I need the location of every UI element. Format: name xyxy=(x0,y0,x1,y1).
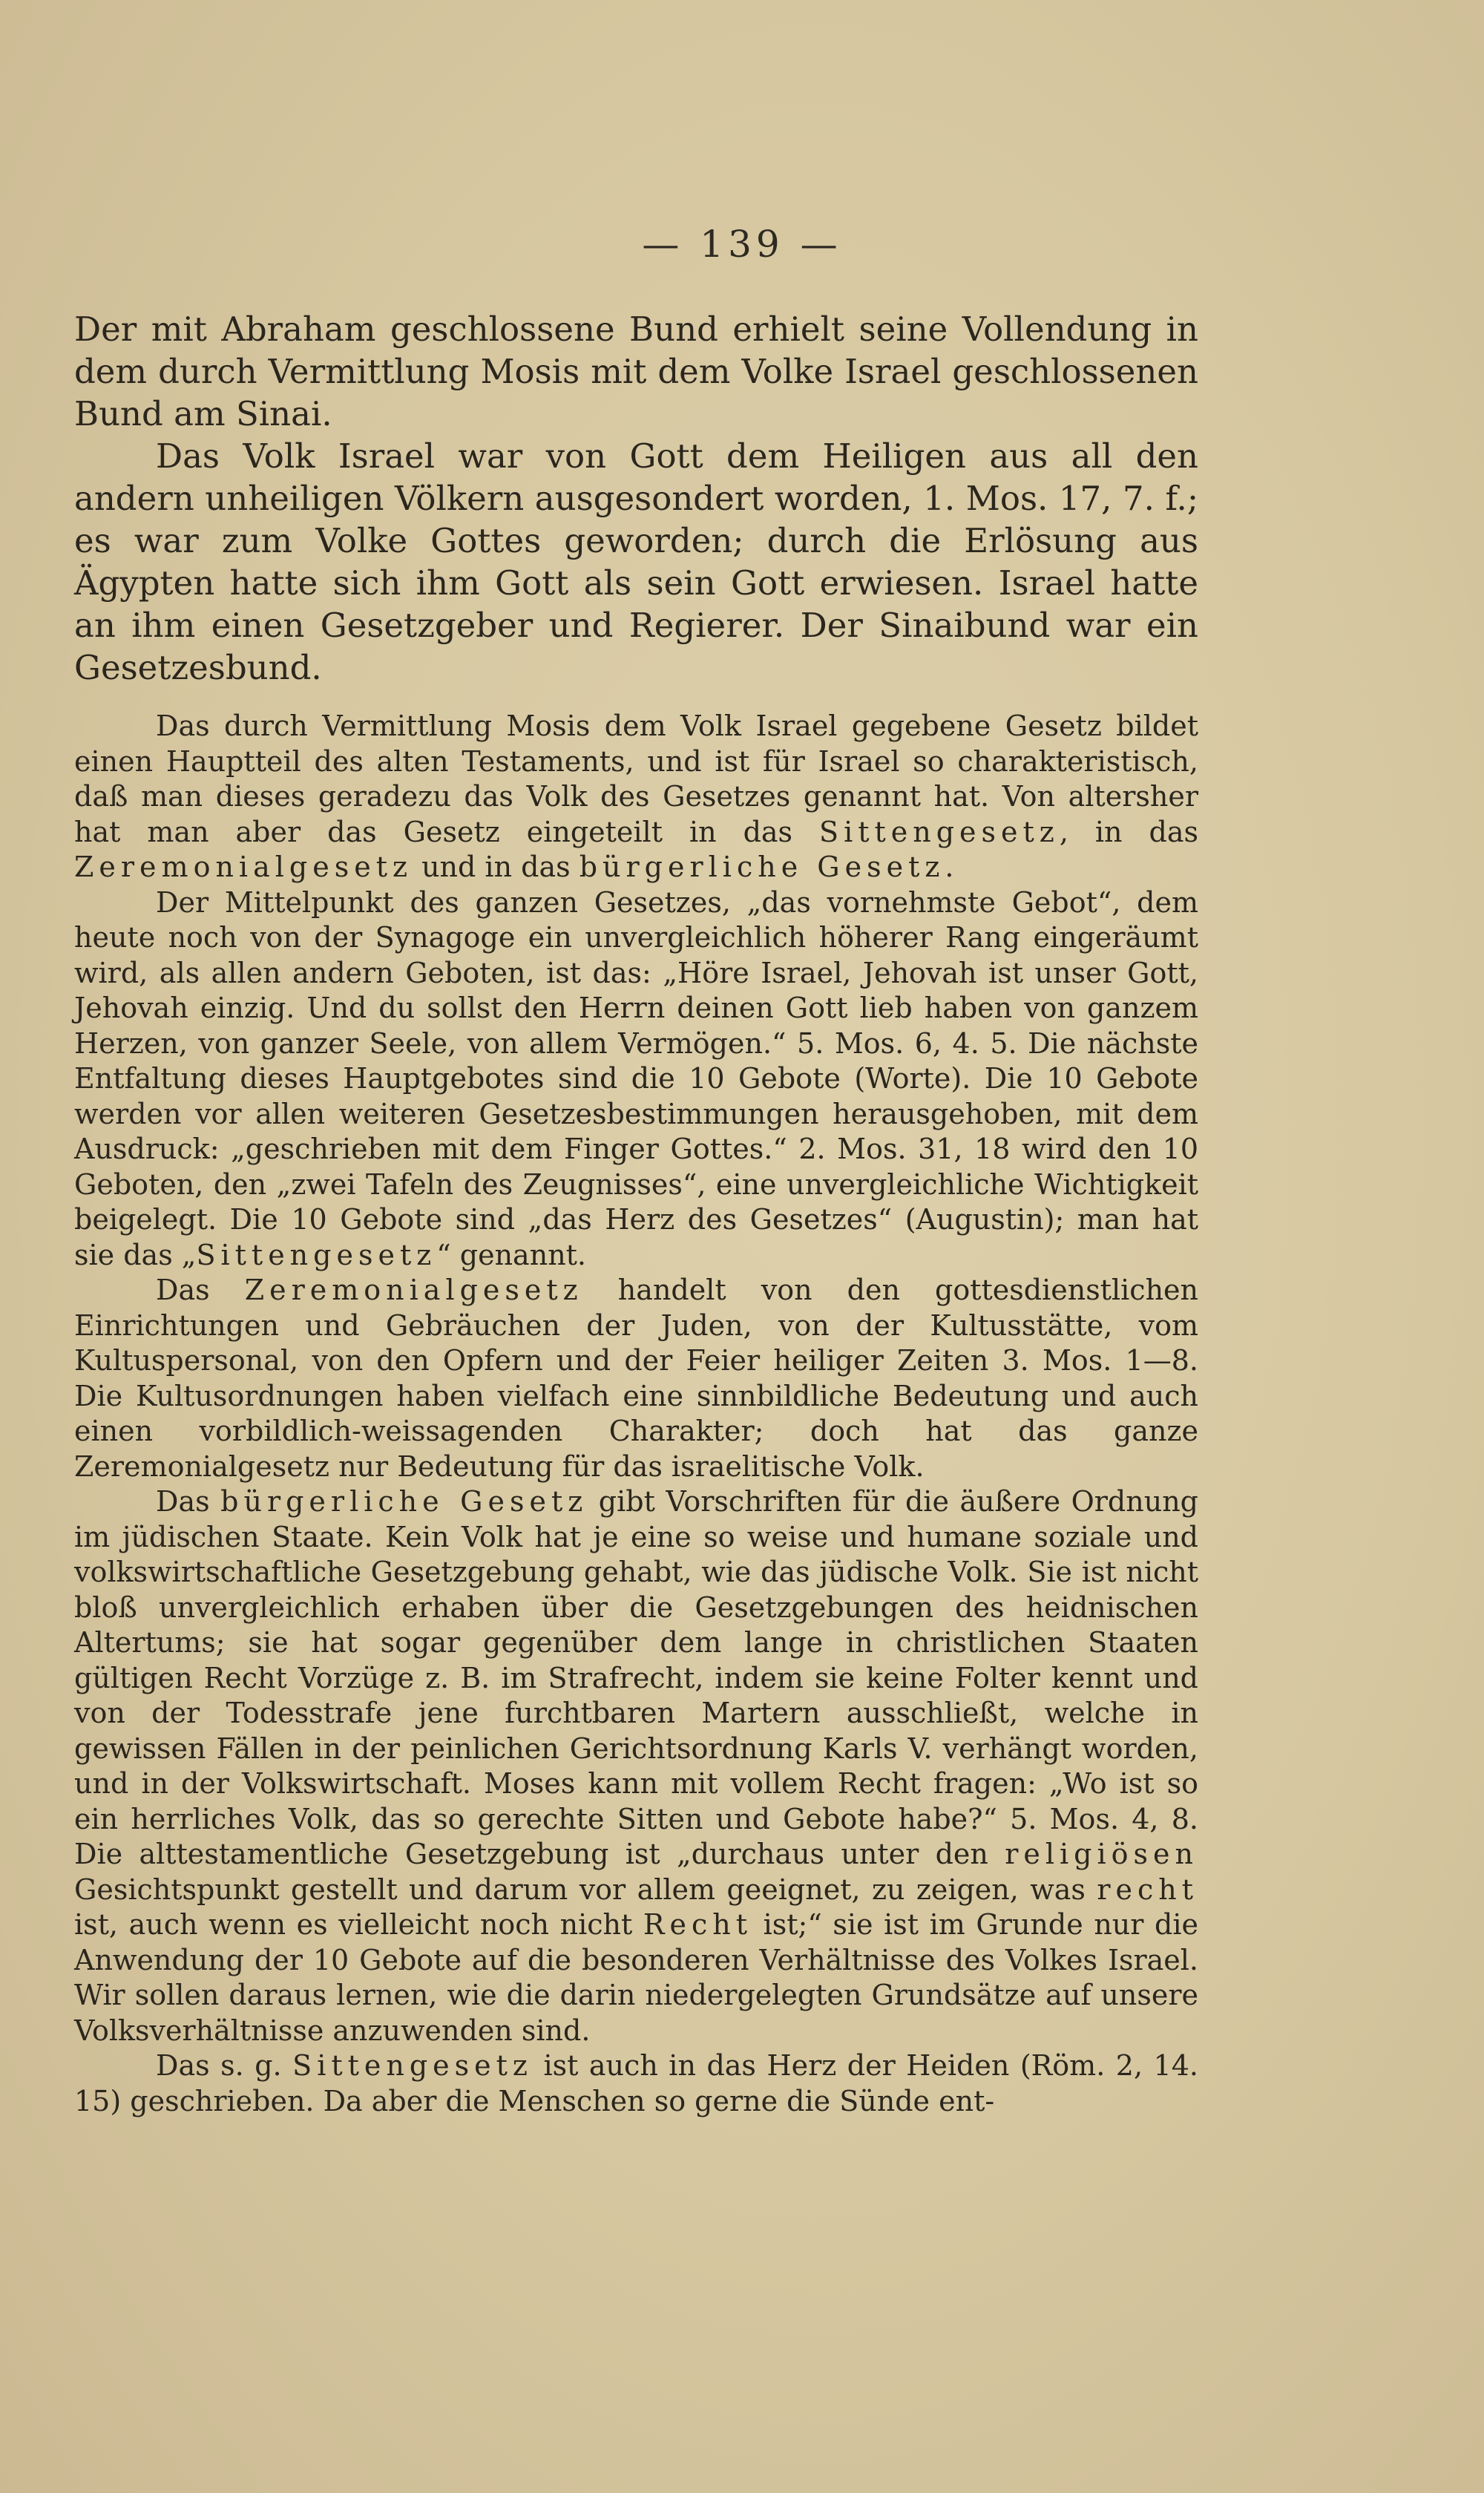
term-zeremonialgesetz: Zeremonialgesetz xyxy=(74,851,413,883)
paragraph-law-division: Das durch Vermittlung Mosis dem Volk Israel gegebene Gesetz bildet einen Hauptteil des alten Testaments, und ist für Israel so charakteristisch, daß man dieses geradezu das Volk des Gesetzes genannt hat. Von altersher hat man aber das Gesetz eingeteilt in das Sittengesetz, in das Zeremonialgesetz und in das bürgerliche Gesetz. xyxy=(74,710,1198,883)
paragraph-ceremonial-law: Das Zeremonialgesetz handelt von den gottesdienstlichen Einrichtungen und Gebräuchen der Juden, von der Kultusstätte, vom Kultuspersonal, von den Opfern und der Feier heiliger Zeiten 3. Mos. 1—8. Die Kultusordnungen haben vielfach eine sinnbildliche Bedeutung und auch einen vorbildlich-weissagenden Charakter; doch hat das ganze Zeremonialgesetz nur Bedeutung für das israelitische Volk. xyxy=(74,1274,1199,1483)
term-zeremonialgesetz: Zeremonialgesetz xyxy=(244,1274,583,1306)
paragraph-civil-law: Das bürgerliche Gesetz gibt Vorschriften für die äußere Ordnung im jüdischen Staate. Kein Volk hat je eine so weise und humane soziale und volkswirtschaftliche Gesetzgebung gehabt, wie das jüdische Volk. Sie ist nicht bloß unvergleichlich erhaben über die Gesetzgebungen des heidnischen Altertums; sie hat sogar gegenüber dem lange in christlichen Staaten gültigen Recht Vorzüge z. B. im Strafrecht, indem sie keine Folter kennt und von der Todesstrafe jene furchtbaren Martern ausschließt, welche in gewissen Fällen in der peinlichen Gerichtsordnung Karls V. verhängt worden, und in der Volkswirtschaft. Moses kann mit vollem Recht fragen: „Wo ist so ein herrliches Volk, das so gerechte Sitten und Gebote habe?“ 5. Mos. 4, 8. Die alttestamentliche Gesetzgebung ist „durchaus unter den religiösen Gesichtspunkt gestellt und darum vor allem geeignet, zu zeigen, was recht ist, auch wenn es vielleicht noch nicht Recht ist;“ sie ist im Grunde nur die Anwendung der 10 Gebote auf die besonderen Verhältnisse des Volkes Israel. Wir sollen daraus lernen, wie die darin niedergelegten Grundsätze auf unsere Volksverhältnisse anzuwenden sind. xyxy=(74,1485,1199,2047)
term-recht: recht xyxy=(1097,1873,1198,1906)
term-sittengesetz: Sittengesetz xyxy=(819,815,1060,848)
law-section xyxy=(74,709,1198,2119)
paragraph-covenant: Der mit Abraham geschlossene Bund erhielt seine Vollendung in dem durch Vermittlung Mosis mit dem Volke Israel geschlossenen Bund am Sinai. xyxy=(74,309,1198,433)
term-sittengesetz: Sittengesetz xyxy=(196,1238,437,1271)
term-buergerliches-gesetz: bürgerliche Gesetz xyxy=(579,851,945,883)
term-sittengesetz: Sittengesetz xyxy=(292,2049,533,2082)
term-religioesen: religiösen xyxy=(1005,1838,1198,1870)
term-recht-noun: Recht xyxy=(643,1908,753,1941)
intro-section xyxy=(74,308,1198,689)
paragraph-central-commandment: Der Mittelpunkt des ganzen Gesetzes, „das vornehmste Gebot“, dem heute noch von der Synagoge ein unvergleichlich höherer Rang eingeräumt wird, als allen andern Geboten, ist das: „Höre Israel, Jehovah ist unser Gott, Jehovah einzig. Und du sollst den Herrn deinen Gott lieb haben von ganzem Herzen, von ganzer Seele, von allem Vermögen.“ 5. Mos. 6, 4. 5. Die nächste Entfaltung dieses Hauptgebotes sind die 10 Gebote (Worte). Die 10 Gebote werden vor allen weiteren Gesetzesbestimmungen herausgehoben, mit dem Ausdruck: „geschrieben mit dem Finger Gottes.“ 2. Mos. 31, 18 wird den 10 Geboten, den „zwei Tafeln des Zeugnisses“, eine unvergleichliche Wichtigkeit beigelegt. Die 10 Gebote sind „das Herz des Gesetzes“ (Augustin); man hat sie das „Sittengesetz“ genannt. xyxy=(74,885,1198,1271)
term-buergerliches-gesetz: bürgerliche Gesetz xyxy=(220,1485,588,1518)
page-number: — 139 — xyxy=(642,223,842,266)
paragraph-israel-people: Das Volk Israel war von Gott dem Heiligen aus all den andern unheiligen Völkern ausgesondert worden, 1. Mos. 17, 7. f.; es war zum Volke Gottes geworden; durch die Erlösung aus Ägypten hatte sich ihm Gott als sein Gott erwiesen. Israel hatte an ihm einen Gesetzgeber und Regierer. Der Sinaibund war ein Gesetzesbund. xyxy=(74,436,1198,687)
paragraph-moral-law-heathen: Das s. g. Sittengesetz ist auch in das Herz der Heiden (Röm. 2, 14. 15) geschrieben. Da aber die Menschen so gerne die Sünde ent- xyxy=(74,2049,1198,2117)
